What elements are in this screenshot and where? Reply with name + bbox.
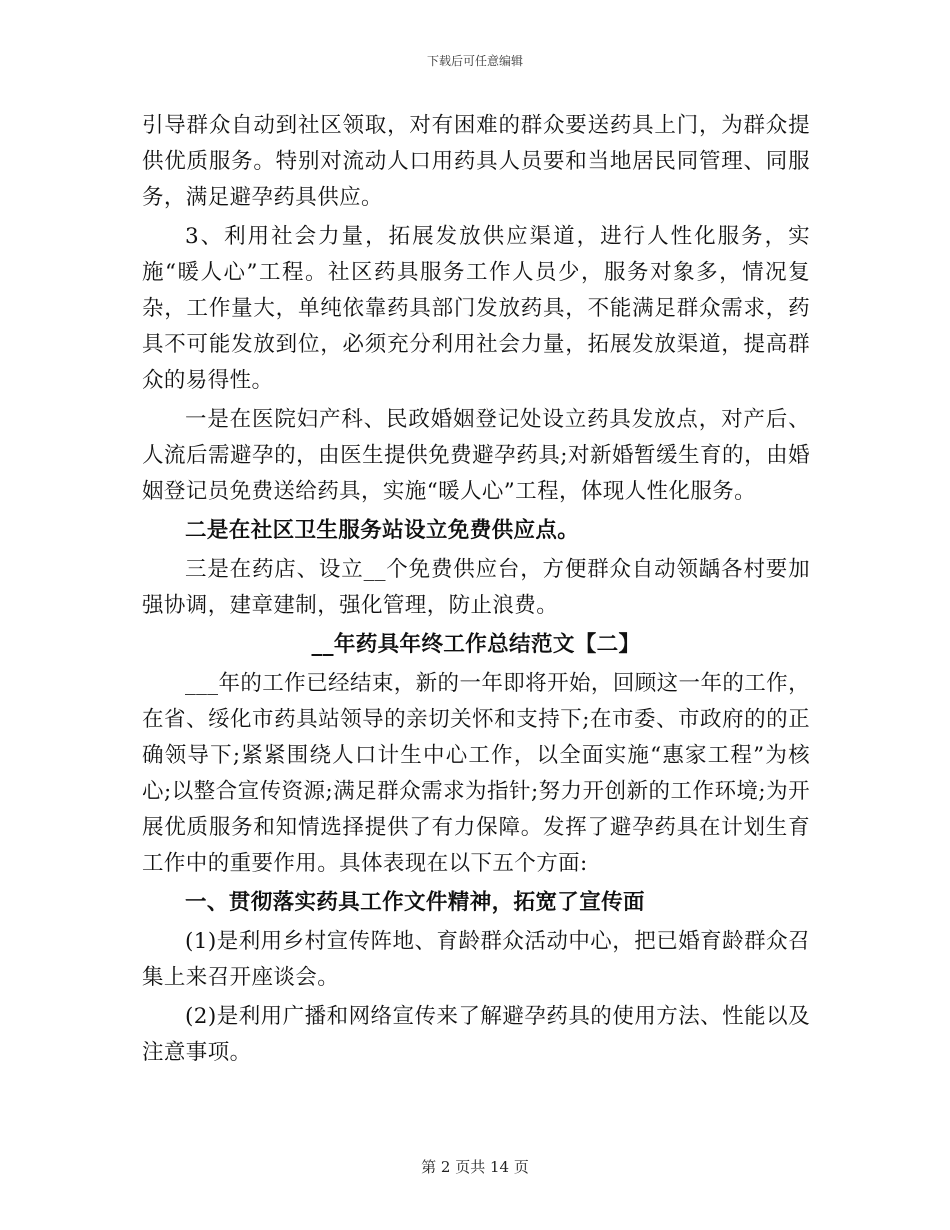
paragraph-3: 一是在医院妇产科、民政婚姻登记处设立药具发放点，对产后、人流后需避孕的，由医生提供免费避孕药具;对新婚暂缓生育的，由婚姻登记员免费送给药具，实施“暖人心”工程，体现人性化服务。 xyxy=(142,407,810,504)
section-title: __年药具年终工作总结范文【二】 xyxy=(311,632,641,657)
paragraph-6: ___年的工作已经结束，新的一年即将开始，回顾这一年的工作，在省、绥化市药具站领导的亲切关怀和支持下;在市委、市政府的的正确领导下;紧紧围绕人口计生中心工作，以全面实施“惠家工程”为核心;以整合宣传资源;满足群众需求为指针;努力开创新的工作环境;为开展优质服务和知情选择提供了有力保障。发挥了避孕药具在计划生育工作中的重要作用。具体表现在以下五个方面: xyxy=(142,671,810,876)
paragraph-8: (2)是利用广播和网络宣传来了解避孕药具的使用方法、性能以及注意事项。 xyxy=(142,1004,810,1065)
paragraph-1: 引导群众自动到社区领取，对有困难的群众要送药具上门，为群众提供优质服务。特别对流动人口用药具人员要和当地居民同管理、同服务，满足避孕药具供应。 xyxy=(142,113,810,210)
paragraph-7: (1)是利用乡村宣传阵地、育龄群众活动中心，把已婚育龄群众召集上来召开座谈会。 xyxy=(142,929,810,990)
paragraph-5: 三是在药店、设立__个免费供应台，方便群众自动领龋各村要加强协调，建章建制，强化管理，防止浪费。 xyxy=(142,557,810,618)
paragraph-2: 3、利用社会力量，拓展发放供应渠道，进行人性化服务，实施“暖人心”工程。社区药具服务工作人员少，服务对象多，情况复杂，工作量大，单纯依靠药具部门发放药具，不能满足群众需求，药具不可能发放到位，必须充分利用社会力量，拓展发放渠道，提高群众的易得性。 xyxy=(142,224,810,393)
page-footer: 第 2 页共 14 页 xyxy=(421,1158,529,1176)
section-heading-1: 一、贯彻落实药具工作文件精神，拓宽了宣传面 xyxy=(185,890,645,915)
document-body xyxy=(142,108,810,1074)
page-header: 下载后可任意编辑 xyxy=(426,54,523,68)
paragraph-4: 二是在社区卫生服务站设立免费供应点。 xyxy=(185,518,580,543)
